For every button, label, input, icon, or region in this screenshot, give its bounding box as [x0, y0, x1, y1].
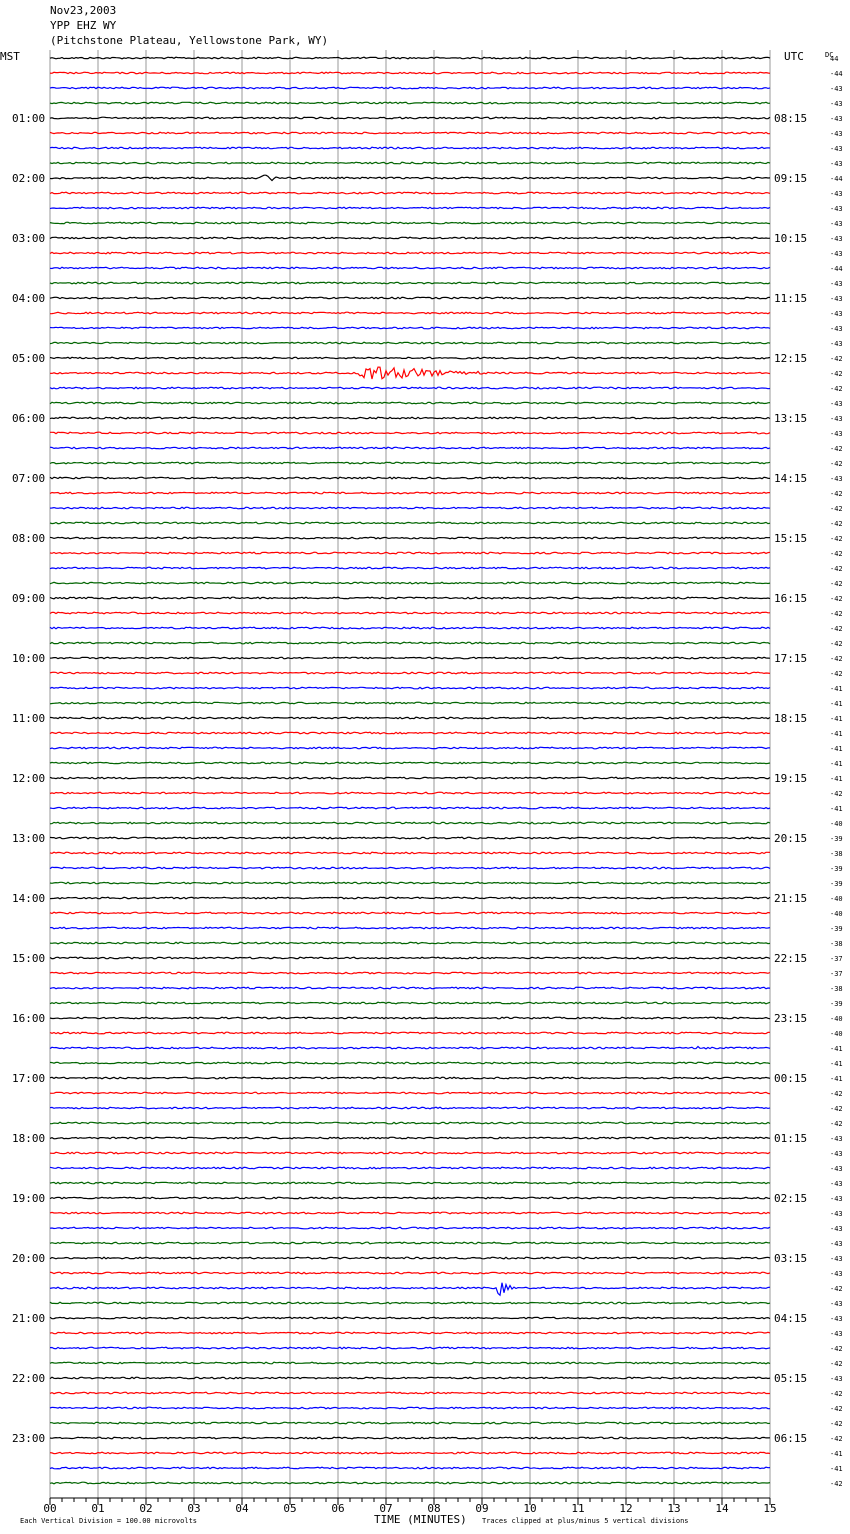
- dc-offset-label: -43: [830, 1315, 843, 1323]
- utc-hour-label: 05:15: [774, 1372, 808, 1385]
- dc-offset-label: 44: [830, 55, 839, 63]
- dc-offset-label: -42: [830, 655, 843, 663]
- trace-31: [50, 522, 770, 524]
- trace-49: [50, 792, 770, 794]
- dc-offset-label: -43: [830, 1330, 843, 1338]
- dc-offset-label: -42: [830, 490, 843, 498]
- dc-offset-label: -42: [830, 370, 843, 378]
- trace-42: [50, 687, 770, 689]
- utc-hour-label: 03:15: [774, 1252, 808, 1265]
- utc-hour-label: 16:15: [774, 592, 808, 605]
- dc-offset-label: -42: [830, 1090, 843, 1098]
- dc-offset-label: -43: [830, 1180, 843, 1188]
- local-hour-label: 07:00: [12, 472, 46, 485]
- dc-offset-label: -44: [830, 265, 843, 273]
- trace-61: [50, 972, 770, 974]
- trace-78: [50, 1227, 770, 1229]
- x-tick-label: 05: [283, 1502, 297, 1515]
- local-hour-label: 20:00: [12, 1252, 46, 1265]
- utc-hour-label: 00:15: [774, 1072, 808, 1085]
- dc-offset-label: -41: [830, 775, 843, 783]
- dc-offset-label: -42: [830, 505, 843, 513]
- trace-84: [50, 1317, 770, 1319]
- dc-offset-label: -43: [830, 85, 843, 93]
- dc-offset-label: -41: [830, 1465, 843, 1473]
- trace-2: [50, 87, 770, 89]
- trace-60: [50, 957, 770, 959]
- local-hour-label: 08:00: [12, 532, 46, 545]
- dc-offset-label: -41: [830, 1045, 843, 1053]
- trace-0: [50, 57, 770, 59]
- dc-offset-label: -41: [830, 1075, 843, 1083]
- local-hour-label: 23:00: [12, 1432, 46, 1445]
- trace-73: [50, 1152, 770, 1154]
- local-hour-label: 16:00: [12, 1012, 46, 1025]
- dc-offset-label: -43: [830, 145, 843, 153]
- trace-68: [50, 1077, 770, 1079]
- utc-hour-label: 19:15: [774, 772, 808, 785]
- trace-64: [50, 1017, 770, 1019]
- dc-offset-label: -42: [830, 1480, 843, 1488]
- dc-offset-label: -43: [830, 1375, 843, 1383]
- trace-32: [50, 537, 770, 539]
- trace-22: [50, 387, 770, 389]
- trace-82: [50, 1283, 770, 1296]
- utc-hour-label: 11:15: [774, 292, 808, 305]
- trace-48: [50, 777, 770, 779]
- trace-85: [50, 1332, 770, 1334]
- trace-95: [50, 1482, 770, 1484]
- dc-offset-label: -42: [830, 565, 843, 573]
- trace-89: [50, 1392, 770, 1394]
- trace-67: [50, 1062, 770, 1064]
- local-hour-label: 10:00: [12, 652, 46, 665]
- local-hour-label: 04:00: [12, 292, 46, 305]
- utc-hour-label: 13:15: [774, 412, 808, 425]
- trace-94: [50, 1467, 770, 1469]
- dc-offset-label: -43: [830, 160, 843, 168]
- dc-offset-label: -42: [830, 1285, 843, 1293]
- trace-23: [50, 402, 770, 404]
- trace-77: [50, 1212, 770, 1214]
- trace-70: [50, 1107, 770, 1109]
- trace-63: [50, 1002, 770, 1004]
- trace-6: [50, 147, 770, 149]
- x-tick-label: 12: [619, 1502, 633, 1515]
- trace-51: [50, 822, 770, 824]
- utc-hour-label: 18:15: [774, 712, 808, 725]
- dc-offset-label: -42: [830, 670, 843, 678]
- dc-offset-label: -43: [830, 235, 843, 243]
- dc-offset-label: -37: [830, 970, 843, 978]
- trace-7: [50, 162, 770, 164]
- trace-4: [50, 117, 770, 119]
- x-tick-label: 03: [187, 1502, 201, 1515]
- dc-offset-label: -41: [830, 1060, 843, 1068]
- left-tz-label: MST: [0, 50, 20, 63]
- trace-92: [50, 1437, 770, 1439]
- dc-offset-label: -43: [830, 400, 843, 408]
- dc-offset-label: -39: [830, 1000, 843, 1008]
- dc-offset-label: -43: [830, 100, 843, 108]
- dc-offset-label: -39: [830, 925, 843, 933]
- x-tick-label: 14: [715, 1502, 729, 1515]
- dc-offset-label: -44: [830, 175, 843, 183]
- dc-offset-label: -42: [830, 355, 843, 363]
- dc-offset-label: -42: [830, 1420, 843, 1428]
- x-tick-label: 15: [763, 1502, 777, 1515]
- utc-hour-label: 15:15: [774, 532, 808, 545]
- trace-91: [50, 1422, 770, 1424]
- local-hour-label: 15:00: [12, 952, 46, 965]
- trace-56: [50, 897, 770, 899]
- trace-47: [50, 762, 770, 764]
- local-hour-label: 02:00: [12, 172, 46, 185]
- dc-offset-label: -43: [830, 1255, 843, 1263]
- x-tick-label: 11: [571, 1502, 585, 1515]
- dc-offset-label: -43: [830, 220, 843, 228]
- clip-note: Traces clipped at plus/minus 5 vertical divisions: [482, 1517, 689, 1525]
- x-tick-label: 02: [139, 1502, 153, 1515]
- trace-54: [50, 867, 770, 869]
- trace-71: [50, 1122, 770, 1124]
- trace-13: [50, 252, 770, 254]
- trace-3: [50, 102, 770, 104]
- trace-35: [50, 582, 770, 584]
- local-hour-label: 18:00: [12, 1132, 46, 1145]
- utc-hour-label: 10:15: [774, 232, 808, 245]
- dc-offset-label: -43: [830, 325, 843, 333]
- trace-90: [50, 1407, 770, 1409]
- dc-offset-label: -40: [830, 820, 843, 828]
- trace-52: [50, 837, 770, 839]
- trace-10: [50, 207, 770, 209]
- trace-36: [50, 597, 770, 599]
- dc-offset-label: -42: [830, 520, 843, 528]
- trace-74: [50, 1167, 770, 1169]
- dc-offset-label: -43: [830, 430, 843, 438]
- x-tick-label: 08: [427, 1502, 441, 1515]
- trace-15: [50, 282, 770, 284]
- header-station: YPP EHZ WY: [50, 19, 117, 32]
- trace-33: [50, 552, 770, 554]
- dc-offset-label: -42: [830, 1360, 843, 1368]
- dc-offset-label: -42: [830, 550, 843, 558]
- dc-offset-label: -42: [830, 625, 843, 633]
- local-hour-label: 11:00: [12, 712, 46, 725]
- local-hour-label: 14:00: [12, 892, 46, 905]
- trace-88: [50, 1377, 770, 1379]
- x-axis-label: TIME (MINUTES): [374, 1513, 467, 1526]
- dc-offset-label: -42: [830, 1105, 843, 1113]
- trace-9: [50, 192, 770, 194]
- dc-offset-label: -43: [830, 205, 843, 213]
- trace-62: [50, 987, 770, 989]
- trace-16: [50, 297, 770, 299]
- trace-59: [50, 942, 770, 944]
- trace-93: [50, 1452, 770, 1454]
- trace-26: [50, 447, 770, 449]
- dc-offset-label: -42: [830, 640, 843, 648]
- trace-65: [50, 1032, 770, 1034]
- dc-offset-label: -41: [830, 685, 843, 693]
- dc-offset-label: -42: [830, 1345, 843, 1353]
- dc-offset-label: -42: [830, 1120, 843, 1128]
- dc-offset-label: -41: [830, 715, 843, 723]
- dc-offset-label: -44: [830, 70, 843, 78]
- dc-offset-label: -39: [830, 880, 843, 888]
- utc-hour-label: 09:15: [774, 172, 808, 185]
- trace-25: [50, 432, 770, 434]
- trace-8: [50, 175, 770, 180]
- trace-34: [50, 567, 770, 569]
- dc-offset-label: -43: [830, 415, 843, 423]
- seismic-traces: [50, 57, 770, 1484]
- trace-53: [50, 852, 770, 854]
- trace-58: [50, 927, 770, 929]
- dc-offset-label: -42: [830, 595, 843, 603]
- trace-43: [50, 702, 770, 704]
- dc-offset-label: -39: [830, 865, 843, 873]
- utc-hour-label: 06:15: [774, 1432, 808, 1445]
- dc-offset-label: -42: [830, 445, 843, 453]
- utc-hour-label: 22:15: [774, 952, 808, 965]
- dc-label: DC: [825, 51, 834, 59]
- utc-hour-label: 17:15: [774, 652, 808, 665]
- local-hour-label: 13:00: [12, 832, 46, 845]
- local-hour-label: 21:00: [12, 1312, 46, 1325]
- local-hour-label: 19:00: [12, 1192, 46, 1205]
- local-hour-label: 03:00: [12, 232, 46, 245]
- trace-79: [50, 1242, 770, 1244]
- trace-41: [50, 672, 770, 674]
- dc-offset-label: -43: [830, 115, 843, 123]
- dc-offset-label: -38: [830, 940, 843, 948]
- trace-69: [50, 1092, 770, 1094]
- header-location: (Pitchstone Plateau, Yellowstone Park, WY): [50, 34, 329, 47]
- trace-11: [50, 222, 770, 224]
- dc-offset-label: -37: [830, 955, 843, 963]
- trace-29: [50, 492, 770, 494]
- dc-offset-label: -43: [830, 1195, 843, 1203]
- trace-24: [50, 417, 770, 419]
- x-tick-label: 10: [523, 1502, 537, 1515]
- x-tick-label: 01: [91, 1502, 105, 1515]
- scale-note: Each Vertical Division = 100.00 microvolts: [20, 1517, 198, 1525]
- minute-grid: [50, 50, 770, 1498]
- dc-offset-label: -43: [830, 1300, 843, 1308]
- trace-1: [50, 72, 770, 74]
- dc-offset-label: -42: [830, 1390, 843, 1398]
- trace-87: [50, 1362, 770, 1364]
- trace-76: [50, 1197, 770, 1199]
- dc-offset-label: -43: [830, 1225, 843, 1233]
- utc-hour-label: 02:15: [774, 1192, 808, 1205]
- dc-offset-label: -43: [830, 250, 843, 258]
- dc-offset-label: -41: [830, 700, 843, 708]
- dc-offset-label: -43: [830, 190, 843, 198]
- dc-offset-label: -42: [830, 1405, 843, 1413]
- dc-offset-label: -42: [830, 535, 843, 543]
- dc-offset-label: -42: [830, 790, 843, 798]
- trace-39: [50, 642, 770, 644]
- trace-17: [50, 312, 770, 314]
- trace-38: [50, 627, 770, 629]
- trace-28: [50, 477, 770, 479]
- trace-75: [50, 1182, 770, 1184]
- header-date: Nov23,2003: [50, 4, 117, 17]
- trace-27: [50, 462, 770, 464]
- trace-37: [50, 612, 770, 614]
- local-hour-label: 22:00: [12, 1372, 46, 1385]
- trace-50: [50, 807, 770, 809]
- trace-18: [50, 327, 770, 329]
- dc-offset-label: -41: [830, 745, 843, 753]
- utc-hour-label: 04:15: [774, 1312, 808, 1325]
- local-hour-label: 01:00: [12, 112, 46, 125]
- trace-12: [50, 237, 770, 239]
- x-tick-label: 07: [379, 1502, 393, 1515]
- local-hour-label: 05:00: [12, 352, 46, 365]
- dc-offset-label: -43: [830, 1135, 843, 1143]
- dc-offset-label: -40: [830, 895, 843, 903]
- dc-offset-label: -38: [830, 985, 843, 993]
- trace-45: [50, 732, 770, 734]
- dc-offset-label: -41: [830, 760, 843, 768]
- trace-19: [50, 342, 770, 344]
- dc-offset-label: -41: [830, 805, 843, 813]
- utc-hour-label: 23:15: [774, 1012, 808, 1025]
- trace-72: [50, 1137, 770, 1139]
- dc-offset-label: -43: [830, 310, 843, 318]
- dc-offset-label: -43: [830, 475, 843, 483]
- utc-hour-label: 01:15: [774, 1132, 808, 1145]
- local-hour-label: 06:00: [12, 412, 46, 425]
- local-hour-label: 17:00: [12, 1072, 46, 1085]
- dc-offset-label: -41: [830, 730, 843, 738]
- dc-offset-label: -42: [830, 610, 843, 618]
- dc-offset-label: -42: [830, 580, 843, 588]
- x-tick-label: 06: [331, 1502, 345, 1515]
- dc-offset-label: -43: [830, 295, 843, 303]
- trace-66: [50, 1047, 770, 1049]
- trace-55: [50, 882, 770, 884]
- trace-86: [50, 1347, 770, 1349]
- trace-14: [50, 267, 770, 269]
- x-tick-label: 13: [667, 1502, 681, 1515]
- trace-5: [50, 132, 770, 134]
- dc-offset-label: -43: [830, 1150, 843, 1158]
- dc-offset-label: -40: [830, 1015, 843, 1023]
- local-hour-label: 09:00: [12, 592, 46, 605]
- x-tick-label: 00: [43, 1502, 57, 1515]
- x-tick-label: 09: [475, 1502, 489, 1515]
- dc-offset-label: -42: [830, 385, 843, 393]
- dc-offset-label: -42: [830, 1435, 843, 1443]
- dc-offset-label: -43: [830, 130, 843, 138]
- trace-40: [50, 657, 770, 659]
- utc-hour-label: 08:15: [774, 112, 808, 125]
- dc-offset-label: -38: [830, 850, 843, 858]
- trace-57: [50, 912, 770, 914]
- dc-offset-label: -43: [830, 280, 843, 288]
- dc-offset-label: -43: [830, 1270, 843, 1278]
- dc-offset-label: -42: [830, 460, 843, 468]
- dc-offset-label: -40: [830, 1030, 843, 1038]
- trace-81: [50, 1272, 770, 1274]
- utc-hour-label: 20:15: [774, 832, 808, 845]
- utc-hour-label: 12:15: [774, 352, 808, 365]
- dc-offset-label: -43: [830, 1240, 843, 1248]
- utc-hour-label: 21:15: [774, 892, 808, 905]
- trace-80: [50, 1257, 770, 1259]
- trace-30: [50, 507, 770, 509]
- right-tz-label: UTC: [784, 50, 804, 63]
- x-tick-label: 04: [235, 1502, 249, 1515]
- dc-offset-label: -43: [830, 1210, 843, 1218]
- dc-offset-label: -39: [830, 835, 843, 843]
- dc-offset-label: -40: [830, 910, 843, 918]
- dc-offset-label: -43: [830, 1165, 843, 1173]
- trace-21: [50, 367, 770, 379]
- trace-44: [50, 717, 770, 719]
- trace-83: [50, 1302, 770, 1304]
- trace-46: [50, 747, 770, 749]
- utc-hour-label: 14:15: [774, 472, 808, 485]
- trace-20: [50, 357, 770, 359]
- dc-offset-label: -41: [830, 1450, 843, 1458]
- local-hour-label: 12:00: [12, 772, 46, 785]
- dc-offset-label: -43: [830, 340, 843, 348]
